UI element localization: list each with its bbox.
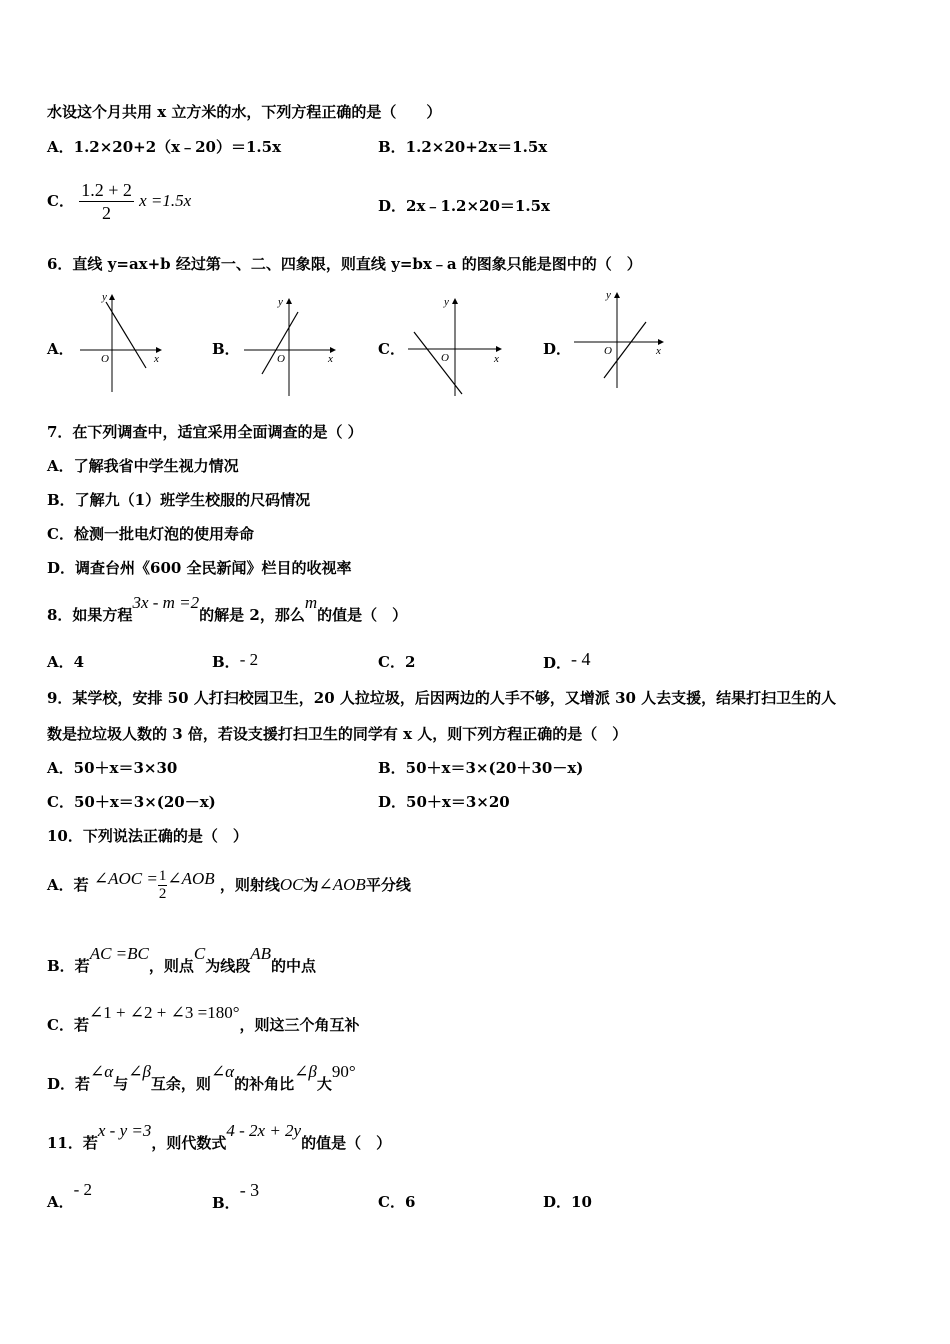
q9-stem-line-2: 数是拉垃圾人数的 3 倍，若设支援打扫卫生的同学有 x 人，则下列方程正确的是（ ） — [47, 725, 628, 743]
q10-d-alpha-2: ∠α — [210, 1062, 235, 1081]
q6-graph-c — [404, 292, 508, 400]
x-label: x — [154, 353, 159, 365]
q10-option-d — [47, 1062, 356, 1094]
q5-option-d: D．2x﹣1.2×20＝1.5x — [378, 197, 550, 215]
q10-d-text-1: 与 — [113, 1075, 129, 1093]
q10-d-text-2: 互余，则 — [150, 1075, 211, 1093]
q5-option-c-label: C． — [47, 192, 74, 210]
q10-d-degree: 90° — [331, 1062, 356, 1081]
q6-label-a: A． — [47, 340, 74, 358]
q10-a-text-1: ，则射线 — [219, 876, 280, 894]
q9-option-a: A．50＋x＝3×30 — [47, 759, 178, 777]
q5-option-a: A．1.2×20+2（x﹣20）＝1.5x — [47, 138, 282, 156]
q8-option-d — [543, 649, 591, 673]
q8-option-a — [47, 652, 84, 672]
q10-b-text-1: ，则点 — [148, 957, 194, 975]
q10-c-text: ，则这三个角互补 — [239, 1016, 360, 1034]
q5-option-c-fraction — [79, 179, 134, 224]
q5-option-b: B．1.2×20+2x＝1.5x — [378, 138, 548, 156]
q11-stem-3: 的值是（ ） — [301, 1134, 392, 1152]
q11-option-d: D．10 — [543, 1193, 592, 1211]
q8-stem-2: 的解是 2，那么 — [199, 606, 305, 624]
q10-b-expr: AC =BC — [89, 944, 149, 963]
q7-option-c: C．检测一批电灯泡的使用寿命 — [47, 525, 254, 543]
x-label: x — [494, 353, 499, 365]
q5-c-numerator: 1.2 + 2 — [81, 179, 132, 200]
q11-stem — [47, 1121, 392, 1153]
q10-c-label: C．若 — [47, 1016, 89, 1034]
q10-d-label: D．若 — [47, 1075, 91, 1093]
q8-d-value: - 4 — [571, 649, 591, 669]
origin-label: O — [277, 353, 285, 365]
y-label: y — [278, 296, 283, 308]
q8-equation: 3x - m =2 — [132, 593, 200, 612]
q9-option-c: C．50＋x＝3×(20－x) — [47, 793, 216, 811]
y-axis-arrow — [614, 292, 620, 298]
q7-option-b: B．了解九（1）班学生校服的尺码情况 — [47, 491, 311, 509]
q8-b-label: B． — [212, 653, 240, 671]
q8-stem-1: 8．如果方程 — [47, 606, 133, 624]
q5-c-rest: x =1.5x — [139, 191, 192, 210]
y-label: y — [102, 291, 107, 303]
q9-stem-line-1: 9．某学校，安排 50 人打扫校园卫生，20 人拉垃圾，后因两边的人手不够，又增派 30 人去支援，结果打扫卫生的人 — [47, 689, 837, 707]
q10-b-label: B．若 — [47, 957, 90, 975]
q11-expression: 4 - 2x + 2y — [226, 1121, 302, 1140]
q10-a-aob: ∠AOB — [318, 875, 366, 894]
q10-a-expr-2: ∠AOB — [167, 869, 215, 888]
x-axis-arrow — [496, 346, 502, 352]
q8-d-label: D． — [543, 654, 572, 672]
q8-variable-m: m — [304, 593, 318, 612]
y-axis-arrow — [109, 294, 115, 300]
q6-stem: 6．直线 y=ax+b 经过第一、二、四象限，则直线 y=bx﹣a 的图象只能是图中的（ ） — [47, 255, 642, 273]
q11-stem-1: 11．若 — [47, 1134, 98, 1152]
origin-label: O — [101, 353, 109, 365]
q10-a-expr-1: ∠AOC = — [93, 869, 158, 888]
q8-c-value: 2 — [404, 653, 416, 671]
q8-a-value: 4 — [73, 653, 85, 671]
q5-option-c — [47, 172, 191, 229]
q10-d-text-3: 的补角比 — [234, 1075, 295, 1093]
q6-label-c: C． — [378, 340, 405, 358]
q10-a-numerator: 1 — [158, 867, 167, 884]
q11-option-b — [212, 1180, 260, 1213]
q7-option-d: D．调查台州《600 全民新闻》栏目的收视率 — [47, 559, 352, 577]
q8-option-b — [212, 652, 258, 672]
q8-a-label: A． — [47, 653, 74, 671]
q10-a-text-3: 平分线 — [365, 876, 411, 894]
q8-option-c — [378, 652, 415, 672]
q6-label-b: B． — [212, 340, 240, 358]
q10-stem: 10．下列说法正确的是（ ） — [47, 827, 248, 845]
q6-graph-a — [72, 288, 172, 396]
q5-c-denominator: 2 — [102, 202, 112, 223]
origin-label: O — [441, 352, 449, 364]
q7-stem: 7．在下列调查中，适宜采用全面调查的是（ ） — [47, 423, 363, 441]
q9-option-d: D．50＋x＝3×20 — [378, 793, 510, 811]
q9-option-b: B．50＋x＝3×(20＋30－x) — [378, 759, 584, 777]
x-label: x — [656, 345, 661, 357]
q10-c-expr: ∠1 + ∠2 + ∠3 =180° — [88, 1003, 240, 1022]
y-label: y — [444, 296, 449, 308]
q8-b-value: - 2 — [239, 650, 259, 669]
q11-equation: x - y =3 — [97, 1121, 152, 1140]
q10-option-b — [47, 944, 317, 976]
q11-b-label: B． — [212, 1194, 240, 1212]
q5-stem: 水设这个月共用 x 立方米的水，下列方程正确的是（ ） — [47, 103, 442, 121]
y-axis-arrow — [452, 298, 458, 304]
q10-a-oc: OC — [279, 875, 304, 894]
q10-a-fraction — [158, 868, 168, 903]
q8-stem-3: 的值是（ ） — [317, 606, 408, 624]
q10-b-text-2: 为线段 — [205, 957, 251, 975]
q10-d-beta: ∠β — [128, 1062, 151, 1081]
q10-d-alpha: ∠α — [90, 1062, 114, 1081]
y-label: y — [606, 289, 611, 301]
q10-b-ab: AB — [250, 944, 272, 963]
q6-graph-d — [570, 286, 670, 392]
q10-a-label: A．若 — [47, 876, 89, 894]
q11-stem-2: ，则代数式 — [151, 1134, 227, 1152]
q8-stem — [47, 593, 408, 625]
q6-label-d: D． — [543, 340, 572, 358]
q11-option-c: C．6 — [378, 1193, 416, 1211]
q10-option-c — [47, 1003, 360, 1035]
q10-a-text-2: 为 — [303, 876, 319, 894]
q11-b-value: - 3 — [239, 1180, 260, 1200]
q10-b-text-3: 的中点 — [271, 957, 317, 975]
q11-a-label: A． — [47, 1193, 74, 1211]
q6-graph-b — [240, 292, 340, 400]
q10-option-a — [47, 862, 411, 907]
q10-a-denominator: 2 — [158, 885, 167, 902]
q8-c-label: C． — [378, 653, 405, 671]
origin-label: O — [604, 345, 612, 357]
x-label: x — [328, 353, 333, 365]
q10-d-text-4: 大 — [316, 1075, 332, 1093]
q10-b-c: C — [193, 944, 206, 963]
y-axis-arrow — [286, 298, 292, 304]
q7-option-a: A．了解我省中学生视力情况 — [47, 457, 239, 475]
q11-option-a — [47, 1180, 93, 1212]
q10-d-beta-2: ∠β — [294, 1062, 317, 1081]
q11-a-value: - 2 — [73, 1180, 93, 1199]
